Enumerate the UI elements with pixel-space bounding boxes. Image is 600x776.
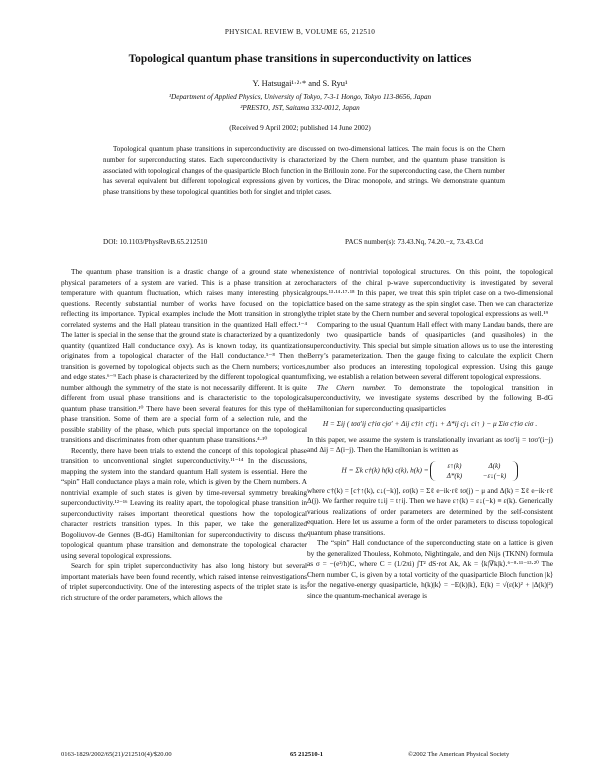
- footer-issn: 0163-1829/2002/65(21)/212510(4)/$20.00: [61, 751, 172, 758]
- paragraph: The “spin” Hall conductance of the superconducting state on a lattice is given by the generalized Thouless, Kohmoto, Nightingale, and den Nijs (TKNN) formula as σ = −(e²/h)C, where C = (1/2πi) ∫T² dS·rot Ak, Ak = ⟨k|∇k|k⟩.⁶⁻⁸·¹¹⁻¹³·²⁰ The Chern number C, is given by a total vorticity of the quasiparticle Bloch function |k⟩ for the negative-energy quasiparticle, h(k)|k⟩ = −E(k)|k⟩, E(k) = √(ε(k)² + |Δ(k)|²) since the quantum-mechanical average is: [307, 538, 553, 600]
- received-date: (Received 9 April 2002; published 14 June 2002): [229, 124, 371, 132]
- matrix-entry: ε↑(k): [447, 461, 462, 470]
- affiliation-1: ¹Department of Applied Physics, University of Tokyo, 7-3-1 Hongo, Tokyo 113-8656, Japan: [168, 93, 432, 101]
- affiliation-2: ²PRESTO, JST, Saitama 332-0012, Japan: [240, 104, 360, 112]
- paragraph: Comparing to the usual Quantum Hall effect with many Landau bands, there are only two quasiparticle bands of quasiparticles (and quasiholes) in the superconductivity. This special but simple situation allows us to use the interesting Berry’s parameterization. Then the gauge fixing to calculate the explicit Chern number also produces an interesting topological expression. Using this gauge fixing, we establish a relation between several different topological expressions.: [307, 319, 553, 381]
- matrix-entry: −ε↓(−k): [482, 471, 507, 480]
- matrix: [430, 461, 518, 481]
- abstract: Topological quantum phase transitions in superconductivity are discussed on two-dimensional lattices. The main focus is on the Chern number for superconducting states. Each superconductivity is characterized by the Chern number, and the quantum phase transition is associated with topological changes of the quasiparticle Bloch function in the Brillouin zone. For the superconducting case, the Chern number has several equivalent but different topological expressions given by vortices, the Dirac monopole, and strings. We demonstrate quantum phase transitions by these topological quantities both for singlet and triplet cases.: [103, 145, 505, 197]
- matrix-entry: Δ*(k): [446, 471, 463, 480]
- right-column: [307, 267, 553, 601]
- footer-page: 65 212510-1: [290, 751, 324, 758]
- journal-header: PHYSICAL REVIEW B, VOLUME 65, 212510: [224, 28, 376, 36]
- paragraph: Recently, there have been trials to extend the concept of this topological phase transition to unconventional singlet superconductivity.¹¹⁻¹⁴ In the discussions, mapping the system into the standard quantum Hall system is essential. Here the “spin” Hall conductance plays a main role, which is given by the Chern numbers. A nontrivial example of such states is given by time-reversal symmetry breaking superconductivity.¹²⁻¹⁶ Leaving its reality apart, the topological phase transition in superconductivity raises important theoretical questions how the topological character restricts transition types. In this paper, we take the generalized Bogoliuvov-de Gennes (B-dG) Hamiltonian for superconductivity to discuss the topological quantum phase transition and demonstrate the topological character using several topological expressions.: [61, 445, 307, 560]
- author-list: Y. Hatsugai¹·²·* and S. Ryu¹: [252, 79, 348, 88]
- equation-bdg-matrix: [307, 461, 553, 481]
- paragraph: where c†(k) = [c†↑(k), c↓(−k)], εσ(k) = Σℓ e−ik·rℓ tσ(j) − μ and Δ(k) = Σℓ e−ik·rℓ Δ(j). We farther require t↓ij = t↑ij. Then we have ε↑(k) = ε↓(−k) ≡ ε(k). Generically various realizations of order parameters are determined by the self-consistent equation. Here let us assume a form of the order parameters to discuss topological quantum phase transitions.: [307, 485, 553, 537]
- paragraph: Search for spin triplet superconductivity has also long history but several important materials have been found recently, which raised intense reinvestigations of triplet superconductivity. One of the interesting aspects of the triplet state is its rich structure of the order parameters, which allows the: [61, 561, 307, 602]
- paragraph: In this paper, we assume the system is translationally invariant as tσσ′ij = tσσ′(i−j) and Δij = Δ(i−j). Then the Hamiltonian is written as: [307, 434, 553, 454]
- paragraph-text: To demonstrate the topological transition in superconductivity, we investigate systems described by the following B-dG Hamiltonian for superconducting quasiparticles: [307, 382, 553, 413]
- pacs-numbers: PACS number(s): 73.43.Nq, 74.20.−z, 73.43.Cd: [345, 238, 483, 246]
- paper-title: Topological quantum phase transitions in superconductivity on lattices: [128, 53, 472, 65]
- paragraph: [307, 383, 553, 415]
- paragraph: existence of nontrivial topological structures. On this point, the topological characters of the chiral p-wave superconductivity is investigated by several groups.¹³·¹⁴·¹⁷·¹⁸ In this paper, we treat this spin triplet case on a two-dimensional lattice based on the same strategy as the spin singlet case. Then we can characterize the triplet state by the Chern number and several topological expressions as well.¹⁹: [307, 267, 553, 318]
- footer-copyright: ©2002 The American Physical Society: [408, 751, 510, 758]
- doi[interactable]: DOI: 10.1103/PhysRevB.65.212510: [103, 238, 208, 246]
- equation-left: H = Σk c†(k) h(k) c(k), h(k) =: [341, 465, 429, 475]
- equation-hamiltonian: H = Σij ( tσσ′ij c†iσ cjσ′ + Δij c†i↑ c†j↓ + Δ*ij cj↓ ci↑ ) − μ Σiσ c†iσ ciσ .: [322, 419, 538, 428]
- section-lead: The Chern number.: [317, 382, 386, 392]
- left-column: [61, 267, 307, 603]
- paragraph: The quantum phase transition is a drastic change of a ground state when physical parameters of a system are varied. This is a phase transition at zero temperature with quantum fluctuation, which raises many interesting physical questions. Recently substantial number of works have focused on the topic reflecting its importance. Typical examples include the Mott transition in strongly correlated systems and the Hall plateau transition in the quantized Hall effect.¹⁻⁴ The latter is special in the sense that the ground state is characterized by a quantized quantity (quantized Hall conductance σxy). As is known today, its quantization originates from a topological character of the Hall conductance.⁵⁻⁸ Then the transition is governed by topological objects such as the Chern numbers; vortices, and edge states.⁶⁻⁹ Each phase is characterized by the different topological quantum number although the symmetry of the state is not necessarily different. It is quite different from usual phase transitions and is characteristic to the topological quantum phase transition.¹⁰ There have been several features for this type of the phase transition. Some of them are a special form of a selection rule, and the possible stability of the phase, which puts special importance on the topological transitions and discriminates from other quantum phase transitions.⁴·¹⁰: [61, 267, 307, 444]
- matrix-entry: Δ(k): [488, 461, 501, 470]
